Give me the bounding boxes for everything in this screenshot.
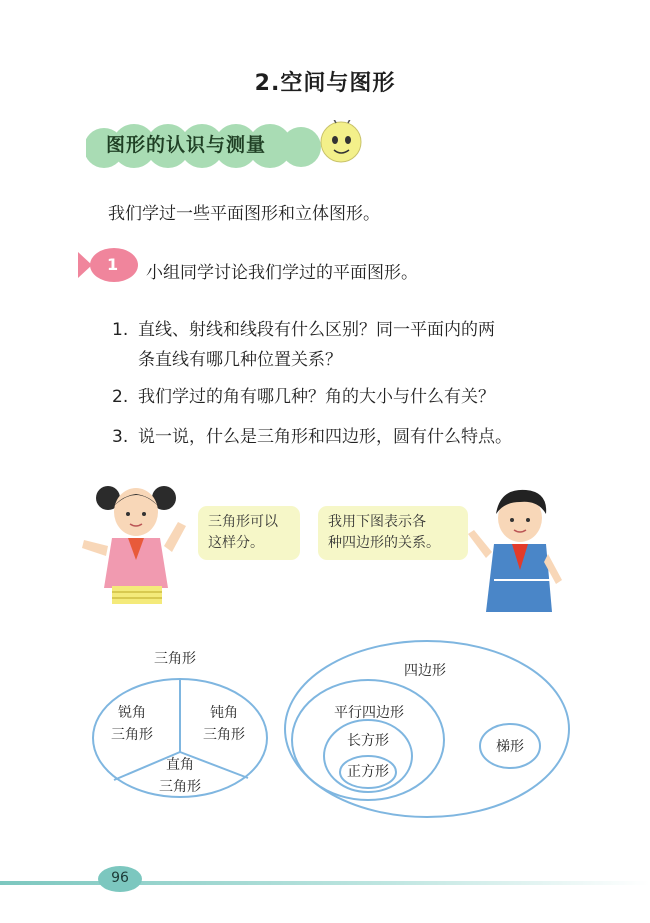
label-line: 锐角 <box>118 705 146 721</box>
obtuse-triangle-label <box>192 702 256 746</box>
rectangle-label: 长方形 <box>347 733 389 749</box>
item-number: 2. <box>112 387 129 407</box>
question-item-2 <box>112 382 495 412</box>
parallelogram-label: 平行四边形 <box>334 705 404 721</box>
question-item-1 <box>112 315 495 375</box>
label-line: 三角形 <box>111 727 153 743</box>
page-title: 2.空间与图形 <box>254 71 396 96</box>
girl-illustration <box>78 478 190 613</box>
item-number: 1. <box>112 320 129 340</box>
bubble-line: 种四边形的关系。 <box>328 535 440 551</box>
section-banner-label: 图形的认识与测量 <box>106 134 267 156</box>
item-text-line: 说一说，什么是三角形和四边形，圆有什么特点。 <box>138 427 512 447</box>
question-title: 小组同学讨论我们学过的平面图形。 <box>146 263 418 283</box>
boy-speech-bubble <box>318 506 468 560</box>
page-number: 96 <box>111 870 129 886</box>
square-label: 正方形 <box>347 764 389 780</box>
triangle-diagram-title: 三角形 <box>154 651 196 667</box>
bubble-line: 我用下图表示各 <box>328 514 426 530</box>
item-number: 3. <box>112 427 129 447</box>
bubble-line: 三角形可以 <box>208 514 278 530</box>
label-line: 直角 <box>166 757 194 773</box>
boy-illustration <box>466 484 566 619</box>
question-number: 1 <box>107 255 119 274</box>
acute-triangle-label <box>100 702 164 746</box>
label-line: 三角形 <box>159 779 201 795</box>
label-line: 三角形 <box>203 727 245 743</box>
quadrilateral-diagram-title: 四边形 <box>404 663 446 679</box>
trapezoid-label: 梯形 <box>496 739 524 755</box>
item-text-line: 条直线有哪几种位置关系？ <box>138 350 342 370</box>
question-item-3 <box>112 422 512 452</box>
item-text-line: 我们学过的角有哪几种？角的大小与什么有关？ <box>138 387 495 407</box>
girl-speech-bubble <box>198 506 300 560</box>
bubble-line: 这样分。 <box>208 535 264 551</box>
intro-text: 我们学过一些平面图形和立体图形。 <box>108 204 380 224</box>
item-text-line: 直线、射线和线段有什么区别？同一平面内的两 <box>138 320 495 340</box>
right-triangle-label <box>148 754 212 798</box>
label-line: 钝角 <box>210 705 238 721</box>
